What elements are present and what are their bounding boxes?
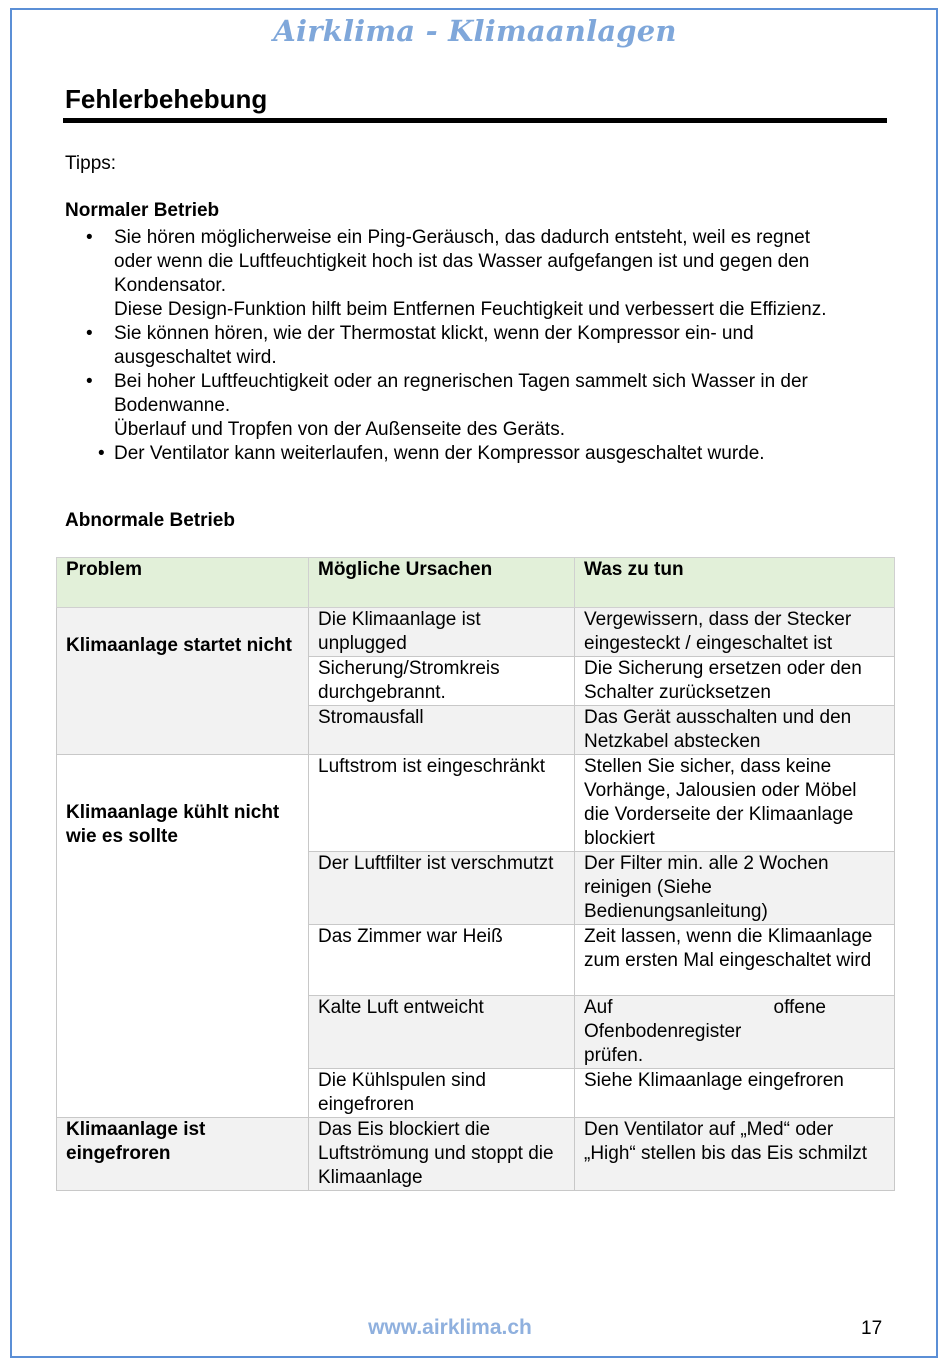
column-header-causes: Mögliche Ursachen	[309, 558, 575, 608]
problem-text: Klimaanlage startet nicht	[66, 635, 292, 656]
cause-cell: Die Kühlspulen sind eingefroren	[309, 1069, 575, 1118]
solution-cell: Vergewissern, dass der Stecker eingesteckt / eingeschaltet ist	[575, 608, 895, 657]
footer-website-link[interactable]: www.airklima.ch	[368, 1316, 532, 1339]
solution-word: Auf	[584, 997, 613, 1018]
column-header-solution: Was zu tun	[575, 558, 895, 608]
problem-cell	[57, 755, 309, 1118]
list-item	[86, 226, 894, 322]
cause-cell: Der Luftfilter ist verschmutzt	[309, 852, 575, 925]
column-header-problem: Problem	[57, 558, 309, 608]
bullet-icon: •	[86, 227, 93, 248]
list-item-line: Diese Design-Funktion hilft beim Entfernen Feuchtigkeit und verbessert die Effizienz.	[114, 299, 827, 320]
list-item	[86, 322, 894, 370]
list-item-line: Sie hören möglicherweise ein Ping-Geräusch, das dadurch entsteht, weil es regnet	[114, 227, 810, 248]
list-item-line: Bei hoher Luftfeuchtigkeit oder an regnerischen Tagen sammelt sich Wasser in der	[114, 371, 808, 392]
troubleshooting-table	[56, 557, 895, 1191]
cause-cell: Die Klimaanlage ist unplugged	[309, 608, 575, 657]
cause-cell: Das Eis blockiert die Luftströmung und stoppt die Klimaanlage	[309, 1118, 575, 1191]
solution-cell: Stellen Sie sicher, dass keine Vorhänge, Jalousien oder Möbel die Vorderseite der Klimaanlage blockiert	[575, 755, 895, 852]
list-item-line: Der Ventilator kann weiterlaufen, wenn der Kompressor ausgeschaltet wurde.	[114, 443, 765, 464]
page-number: 17	[861, 1318, 883, 1339]
solution-cell: Siehe Klimaanlage eingefroren	[575, 1069, 895, 1118]
list-item	[98, 442, 894, 466]
problem-text: Klimaanlage kühlt nicht wie es sollte	[66, 802, 280, 847]
list-item	[86, 370, 894, 442]
table-row	[57, 1118, 895, 1191]
table-row	[57, 608, 895, 657]
brand-header: Airklima - Klimaanlagen	[273, 14, 677, 48]
bullet-icon: •	[98, 443, 105, 464]
cause-cell: Luftstrom ist eingeschränkt	[309, 755, 575, 852]
list-item-line: Bodenwanne.	[114, 395, 231, 416]
solution-cell: Den Ventilator auf „Med“ oder „High“ stellen bis das Eis schmilzt	[575, 1118, 895, 1191]
cause-cell: Stromausfall	[309, 706, 575, 755]
bullet-icon: •	[86, 323, 93, 344]
list-item-line: Überlauf und Tropfen von der Außenseite des Geräts.	[114, 419, 565, 440]
solution-word: offene	[773, 997, 826, 1018]
list-item-line: oder wenn die Luftfeuchtigkeit hoch ist das Wasser aufgefangen ist und gegen den	[114, 251, 810, 272]
list-item-line: ausgeschaltet wird.	[114, 347, 277, 368]
solution-cell: Die Sicherung ersetzen oder den Schalter zurücksetzen	[575, 657, 895, 706]
normal-operation-heading: Normaler Betrieb	[65, 200, 220, 221]
solution-cell: Zeit lassen, wenn die Klimaanlage zum ersten Mal eingeschaltet wird	[575, 925, 895, 996]
abnormal-operation-heading: Abnormale Betrieb	[65, 510, 235, 531]
cause-cell: Das Zimmer war Heiß	[309, 925, 575, 996]
table-row	[57, 755, 895, 852]
page-title: Fehlerbehebung	[65, 84, 268, 114]
table-header-row	[57, 558, 895, 608]
problem-cell	[57, 608, 309, 755]
cause-cell: Kalte Luft entweicht	[309, 996, 575, 1069]
bullet-icon: •	[86, 371, 93, 392]
solution-text: Ofenbodenregister prüfen.	[584, 1021, 742, 1066]
solution-cell: Der Filter min. alle 2 Wochen reinigen (Siehe Bedienungsanleitung)	[575, 852, 895, 925]
solution-cell: Das Gerät ausschalten und den Netzkabel abstecken	[575, 706, 895, 755]
solution-cell	[575, 996, 895, 1069]
tips-label: Tipps:	[65, 153, 117, 174]
list-item-line: Kondensator.	[114, 275, 226, 296]
list-item-line: Sie können hören, wie der Thermostat klickt, wenn der Kompressor ein- und	[114, 323, 754, 344]
problem-cell: Klimaanlage ist eingefroren	[57, 1118, 309, 1191]
title-rule	[63, 118, 887, 123]
cause-cell: Sicherung/Stromkreis durchgebrannt.	[309, 657, 575, 706]
